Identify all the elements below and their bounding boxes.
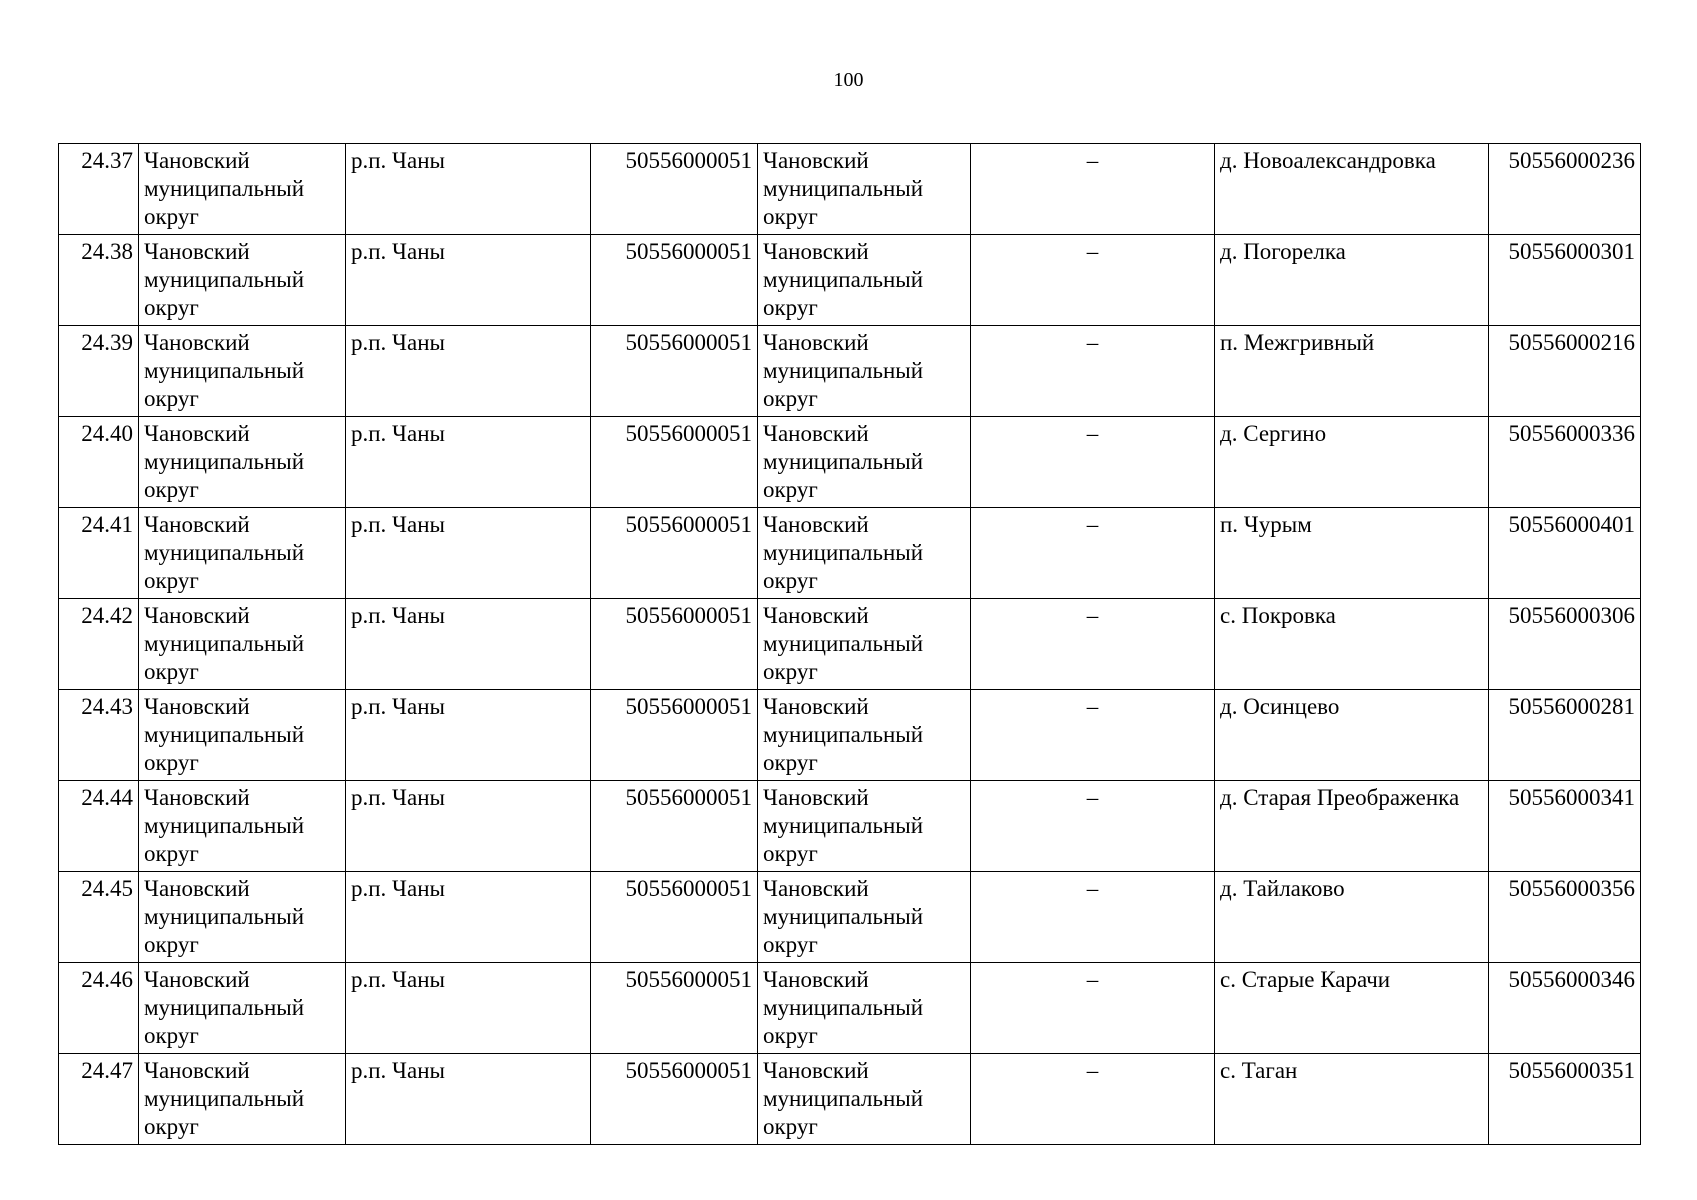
district-name: Чановский муниципальный округ [139, 599, 346, 690]
settlement-placeholder: – [971, 963, 1215, 1054]
locality-oktmo-code: 50556000336 [1489, 417, 1641, 508]
locality-oktmo-code: 50556000236 [1489, 144, 1641, 235]
locality-oktmo-code: 50556000301 [1489, 235, 1641, 326]
district-name: Чановский муниципальный округ [139, 1054, 346, 1145]
administrative-center: р.п. Чаны [346, 963, 591, 1054]
locality-name: п. Межгривный [1215, 326, 1489, 417]
locality-oktmo-code: 50556000401 [1489, 508, 1641, 599]
locality-oktmo-code: 50556000351 [1489, 1054, 1641, 1145]
locality-oktmo-code: 50556000281 [1489, 690, 1641, 781]
center-oktmo-code: 50556000051 [591, 508, 758, 599]
settlement-district-name: Чановский муниципальный округ [758, 872, 971, 963]
table-row [59, 326, 1641, 417]
table-row [59, 1054, 1641, 1145]
settlement-district-name: Чановский муниципальный округ [758, 1054, 971, 1145]
locality-name: д. Новоалександровка [1215, 144, 1489, 235]
table-row [59, 144, 1641, 235]
settlement-district-name: Чановский муниципальный округ [758, 417, 971, 508]
row-number: 24.39 [59, 326, 139, 417]
locality-name: с. Таган [1215, 1054, 1489, 1145]
district-name: Чановский муниципальный округ [139, 963, 346, 1054]
row-number: 24.40 [59, 417, 139, 508]
settlement-district-name: Чановский муниципальный округ [758, 781, 971, 872]
district-name: Чановский муниципальный округ [139, 690, 346, 781]
center-oktmo-code: 50556000051 [591, 963, 758, 1054]
settlement-placeholder: – [971, 599, 1215, 690]
center-oktmo-code: 50556000051 [591, 326, 758, 417]
settlement-district-name: Чановский муниципальный округ [758, 508, 971, 599]
locality-name: с. Старые Карачи [1215, 963, 1489, 1054]
table-row [59, 508, 1641, 599]
locality-oktmo-code: 50556000346 [1489, 963, 1641, 1054]
settlement-district-name: Чановский муниципальный округ [758, 963, 971, 1054]
locality-name: д. Тайлаково [1215, 872, 1489, 963]
locality-name: д. Сергино [1215, 417, 1489, 508]
row-number: 24.38 [59, 235, 139, 326]
row-number: 24.45 [59, 872, 139, 963]
table-row [59, 235, 1641, 326]
locality-name: с. Покровка [1215, 599, 1489, 690]
settlement-placeholder: – [971, 872, 1215, 963]
administrative-center: р.п. Чаны [346, 326, 591, 417]
district-name: Чановский муниципальный округ [139, 235, 346, 326]
table-row [59, 417, 1641, 508]
table-row [59, 872, 1641, 963]
center-oktmo-code: 50556000051 [591, 417, 758, 508]
locality-name: п. Чурым [1215, 508, 1489, 599]
administrative-center: р.п. Чаны [346, 599, 591, 690]
administrative-center: р.п. Чаны [346, 781, 591, 872]
settlement-district-name: Чановский муниципальный округ [758, 690, 971, 781]
settlement-placeholder: – [971, 781, 1215, 872]
district-name: Чановский муниципальный округ [139, 781, 346, 872]
settlement-placeholder: – [971, 508, 1215, 599]
locality-name: д. Старая Преображенка [1215, 781, 1489, 872]
settlement-placeholder: – [971, 690, 1215, 781]
center-oktmo-code: 50556000051 [591, 872, 758, 963]
settlement-district-name: Чановский муниципальный округ [758, 326, 971, 417]
center-oktmo-code: 50556000051 [591, 781, 758, 872]
center-oktmo-code: 50556000051 [591, 144, 758, 235]
locality-oktmo-code: 50556000341 [1489, 781, 1641, 872]
settlement-district-name: Чановский муниципальный округ [758, 599, 971, 690]
administrative-center: р.п. Чаны [346, 235, 591, 326]
locality-oktmo-code: 50556000356 [1489, 872, 1641, 963]
district-name: Чановский муниципальный округ [139, 144, 346, 235]
center-oktmo-code: 50556000051 [591, 599, 758, 690]
settlement-placeholder: – [971, 144, 1215, 235]
locality-oktmo-code: 50556000216 [1489, 326, 1641, 417]
row-number: 24.41 [59, 508, 139, 599]
table-row [59, 781, 1641, 872]
table-row [59, 963, 1641, 1054]
row-number: 24.42 [59, 599, 139, 690]
table-body [59, 144, 1641, 1145]
district-name: Чановский муниципальный округ [139, 508, 346, 599]
settlement-placeholder: – [971, 326, 1215, 417]
row-number: 24.47 [59, 1054, 139, 1145]
district-name: Чановский муниципальный округ [139, 326, 346, 417]
administrative-center: р.п. Чаны [346, 690, 591, 781]
administrative-center: р.п. Чаны [346, 872, 591, 963]
municipal-registry-table [58, 143, 1641, 1145]
row-number: 24.37 [59, 144, 139, 235]
locality-oktmo-code: 50556000306 [1489, 599, 1641, 690]
settlement-district-name: Чановский муниципальный округ [758, 235, 971, 326]
row-number: 24.44 [59, 781, 139, 872]
table-row [59, 690, 1641, 781]
settlement-placeholder: – [971, 1054, 1215, 1145]
administrative-center: р.п. Чаны [346, 1054, 591, 1145]
district-name: Чановский муниципальный округ [139, 872, 346, 963]
center-oktmo-code: 50556000051 [591, 1054, 758, 1145]
row-number: 24.46 [59, 963, 139, 1054]
table-row [59, 599, 1641, 690]
page-number: 100 [833, 69, 864, 91]
settlement-placeholder: – [971, 235, 1215, 326]
administrative-center: р.п. Чаны [346, 508, 591, 599]
administrative-center: р.п. Чаны [346, 417, 591, 508]
locality-name: д. Погорелка [1215, 235, 1489, 326]
row-number: 24.43 [59, 690, 139, 781]
settlement-placeholder: – [971, 417, 1215, 508]
district-name: Чановский муниципальный округ [139, 417, 346, 508]
locality-name: д. Осинцево [1215, 690, 1489, 781]
center-oktmo-code: 50556000051 [591, 235, 758, 326]
administrative-center: р.п. Чаны [346, 144, 591, 235]
settlement-district-name: Чановский муниципальный округ [758, 144, 971, 235]
center-oktmo-code: 50556000051 [591, 690, 758, 781]
